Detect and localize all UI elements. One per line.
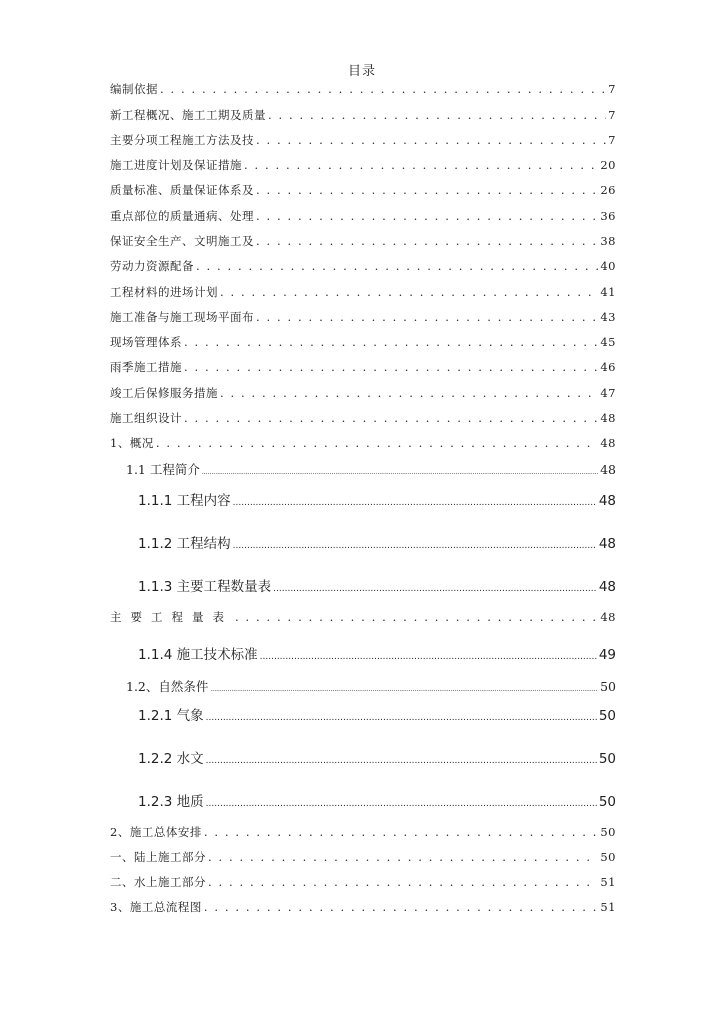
toc-entry[interactable] <box>110 874 616 890</box>
toc-entry-label: 一、陆上施工部分 <box>110 850 206 864</box>
toc-leader-dots <box>235 610 598 624</box>
toc-leader-dots <box>206 756 597 766</box>
toc-entry-label: 1.2.3 地质 <box>138 794 204 810</box>
toc-leader-dots <box>233 541 597 551</box>
toc-entry[interactable] <box>138 790 616 810</box>
toc-entry-page: 50 <box>600 825 616 839</box>
toc-entry-label: 1.1.4 施工技术标准 <box>138 647 258 663</box>
toc-entry-label: 保证安全生产、文明施工及 <box>110 234 254 248</box>
toc-entry-page: 38 <box>600 234 616 248</box>
toc-entry-page: 50 <box>598 708 616 724</box>
toc-entry-label: 1、概况 <box>110 436 154 450</box>
toc-entry[interactable] <box>138 704 616 724</box>
toc-entry-page: 40 <box>600 259 616 273</box>
toc-entry-page: 50 <box>600 679 616 694</box>
toc-entry[interactable] <box>110 81 616 97</box>
toc-entry-label: 1.1.3 主要工程数量表 <box>138 579 272 595</box>
toc-entry-label: 施工进度计划及保证措施 <box>110 158 242 172</box>
toc-entry[interactable] <box>138 489 616 509</box>
toc-entry-page: 48 <box>598 579 616 595</box>
toc-entry[interactable] <box>110 359 616 375</box>
toc-entry[interactable] <box>138 532 616 552</box>
toc-leader-dots <box>196 259 598 273</box>
toc-entry-page: 48 <box>598 536 616 552</box>
toc-entry-label: 1.1 工程简介 <box>126 462 200 477</box>
toc-leader-dots <box>184 335 598 349</box>
toc-leader-dots <box>256 310 598 324</box>
toc-leader-dots <box>256 183 598 197</box>
toc-entry-page: 48 <box>600 610 616 624</box>
toc-entry-label: 重点部位的质量通病、处理 <box>110 209 254 223</box>
toc-leader-dots <box>233 498 597 508</box>
toc-entry-page: 47 <box>600 386 616 400</box>
toc-leader-dots <box>273 584 597 594</box>
toc-leader-dots <box>206 799 597 809</box>
toc-leader-dots <box>208 850 598 864</box>
toc-leader-dots <box>220 386 598 400</box>
toc-leader-dots <box>244 158 598 172</box>
toc-entry-page: 7 <box>608 108 616 122</box>
toc-entry[interactable] <box>138 747 616 767</box>
toc-entry-label: 现场管理体系 <box>110 335 182 349</box>
toc-leader-dots <box>208 875 598 889</box>
toc-entry-label: 1.2.1 气象 <box>138 708 204 724</box>
toc-entry-label: 1.2、自然条件 <box>126 679 209 694</box>
toc-leader-dots <box>204 900 599 914</box>
toc-entry-label: 质量标准、质量保证体系及 <box>110 183 254 197</box>
toc-entry-page: 50 <box>598 751 616 767</box>
toc-entry[interactable] <box>110 107 616 123</box>
toc-entry[interactable] <box>110 824 616 840</box>
toc-entry-label: 施工准备与施工现场平面布 <box>110 310 254 324</box>
toc-leader-dots <box>160 82 606 96</box>
toc-entry[interactable] <box>110 849 616 865</box>
toc-entry-page: 51 <box>600 900 616 914</box>
toc-leader-dots <box>220 285 598 299</box>
toc-entry-page: 7 <box>608 82 616 96</box>
toc-entry[interactable] <box>110 899 616 915</box>
toc-entry-label: 编制依据 <box>110 82 158 96</box>
toc-entry-label: 新工程概况、施工工期及质量 <box>110 108 266 122</box>
toc-entry[interactable] <box>110 182 616 198</box>
toc-entry-page: 48 <box>600 462 616 477</box>
toc-entry-label: 1.2.2 水文 <box>138 751 204 767</box>
toc-entry-label: 二、水上施工部分 <box>110 875 206 889</box>
toc-entry-label: 雨季施工措施 <box>110 360 182 374</box>
toc-leader-dots <box>184 360 598 374</box>
toc-entry-label: 工程材料的进场计划 <box>110 285 218 299</box>
toc-entry-page: 7 <box>608 133 616 147</box>
toc-leader-dots <box>256 133 606 147</box>
toc-entry-page: 43 <box>600 310 616 324</box>
toc-leader-dots <box>156 436 599 450</box>
toc-entry[interactable] <box>110 284 616 300</box>
toc-entry-page: 48 <box>600 436 616 450</box>
toc-entry-page: 48 <box>600 411 616 425</box>
toc-entry-page: 49 <box>598 647 616 663</box>
toc-leader-dots <box>184 411 598 425</box>
toc-entry[interactable] <box>138 575 616 595</box>
toc-leader-dots <box>256 234 598 248</box>
toc-entry[interactable] <box>126 460 616 478</box>
toc-entry[interactable] <box>110 208 616 224</box>
toc-entry-page: 51 <box>600 875 616 889</box>
toc-entry-label: 施工组织设计 <box>110 411 182 425</box>
toc-entry-page: 41 <box>600 285 616 299</box>
toc-entry[interactable] <box>110 132 616 148</box>
toc-entry-label: 1.1.2 工程结构 <box>138 536 231 552</box>
toc-leader-dots <box>268 108 606 122</box>
toc-leader-dots <box>204 825 599 839</box>
toc-title: 目录 <box>347 64 376 79</box>
toc-entry[interactable] <box>138 643 616 663</box>
toc-entry-label: 主要工程量表 <box>110 610 233 624</box>
toc-entry-page: 50 <box>600 850 616 864</box>
toc-leader-dots <box>260 652 597 662</box>
toc-entry[interactable] <box>126 677 616 695</box>
toc-leader-dots <box>256 209 598 223</box>
toc-entry-label: 主要分项工程施工方法及技 <box>110 133 254 147</box>
toc-entry-page: 36 <box>600 209 616 223</box>
toc-entry-page: 45 <box>600 335 616 349</box>
toc-entry-label: 竣工后保修服务措施 <box>110 386 218 400</box>
toc-entry[interactable] <box>110 609 616 625</box>
toc-leader-dots <box>210 686 598 693</box>
toc-leader-dots <box>206 713 597 723</box>
toc-entry-page: 48 <box>598 493 616 509</box>
toc-entry-page: 26 <box>600 183 616 197</box>
toc-entry[interactable] <box>110 309 616 325</box>
toc-entry-page: 20 <box>600 158 616 172</box>
toc-entry[interactable] <box>110 157 616 173</box>
toc-entry-page: 46 <box>600 360 616 374</box>
toc-entry[interactable] <box>110 435 616 451</box>
toc-entry[interactable] <box>110 233 616 249</box>
toc-entry[interactable] <box>110 334 616 350</box>
toc-entry-label: 劳动力资源配备 <box>110 259 194 273</box>
toc-entry[interactable] <box>110 258 616 274</box>
toc-entry-page: 50 <box>598 794 616 810</box>
toc-entry-label: 2、施工总体安排 <box>110 825 202 839</box>
toc-entry[interactable] <box>110 385 616 401</box>
toc-entry-label: 1.1.1 工程内容 <box>138 493 231 509</box>
toc-leader-dots <box>202 469 598 476</box>
toc-entry-label: 3、施工总流程图 <box>110 900 202 914</box>
toc-entry[interactable] <box>110 410 616 426</box>
